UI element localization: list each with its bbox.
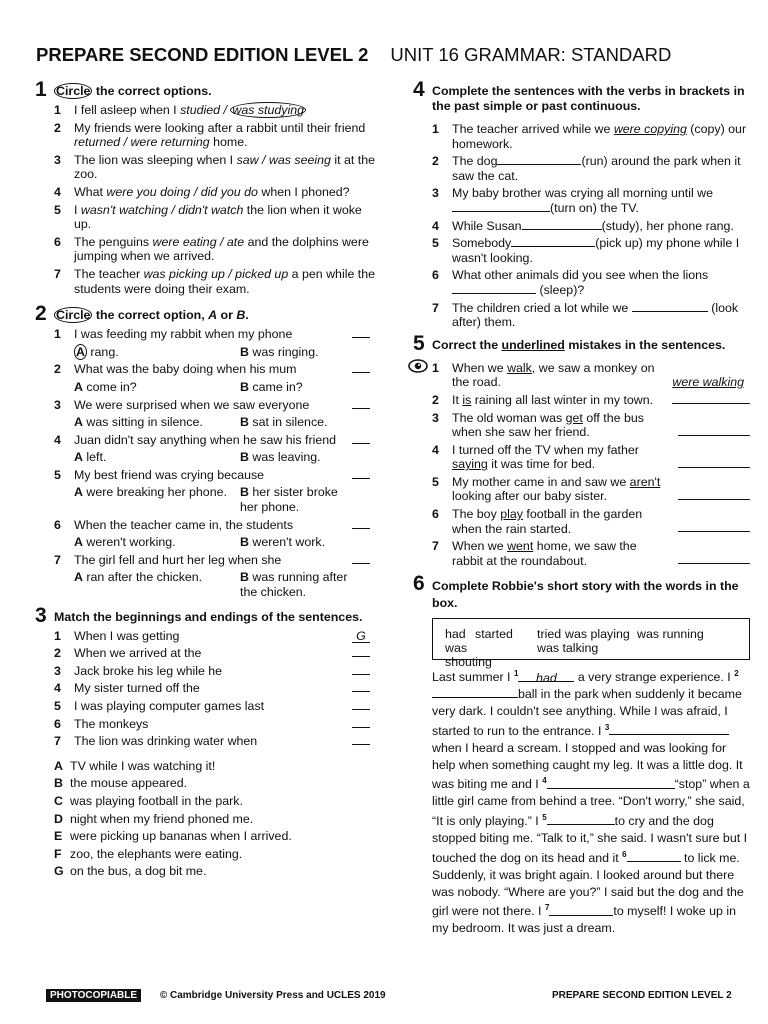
item-number: 5 bbox=[432, 236, 439, 251]
option-letter: B bbox=[240, 415, 249, 430]
option-letter: B bbox=[240, 344, 249, 359]
section-number: 1 bbox=[35, 78, 47, 101]
item-text: The old woman was bbox=[452, 410, 566, 425]
ending-item bbox=[36, 812, 376, 827]
story-part: when I heard a scream. I stopped and was looking for help when something caught my leg. It was a little dog. It was biting me and I bbox=[432, 740, 743, 792]
item-text: Jack broke his leg while he bbox=[74, 663, 223, 678]
item-number: 2 bbox=[54, 120, 61, 135]
instruction: mistakes in the sentences. bbox=[564, 337, 726, 352]
item-text: Somebody bbox=[452, 236, 512, 251]
section-6-heading bbox=[413, 572, 750, 612]
item-text: (run) around the park when it saw the cat. bbox=[452, 154, 741, 183]
list-item bbox=[414, 268, 750, 297]
item-text: The teacher bbox=[74, 266, 144, 281]
ending-letter: C bbox=[54, 793, 63, 808]
answer-blank[interactable] bbox=[678, 457, 750, 468]
section-5 bbox=[413, 331, 750, 569]
answer-blank[interactable] bbox=[352, 734, 370, 745]
answer-filled[interactable]: were copying bbox=[613, 122, 687, 136]
item-text: I fell asleep when I bbox=[74, 103, 181, 117]
ending-item bbox=[36, 794, 376, 809]
list-item bbox=[36, 629, 376, 644]
answer-blank[interactable] bbox=[522, 219, 602, 230]
answer-blank[interactable] bbox=[352, 646, 370, 657]
option-text: wasn't watching / didn't watch bbox=[80, 202, 244, 217]
item-number: 2 bbox=[432, 154, 439, 169]
answer-blank[interactable] bbox=[352, 433, 370, 444]
item-text: (sleep)? bbox=[536, 282, 585, 297]
item-text: Juan didn't say anything when he saw his friend bbox=[74, 432, 337, 447]
answer-blank[interactable]: G bbox=[352, 629, 370, 643]
item-text: The penguins bbox=[74, 234, 153, 249]
underlined-mistake: went bbox=[507, 539, 534, 554]
ending-item bbox=[36, 759, 376, 774]
option-letter: A bbox=[74, 570, 83, 585]
list-item bbox=[36, 267, 376, 296]
item-text: raining all last winter in my town. bbox=[471, 392, 654, 407]
underlined-mistake: walk bbox=[507, 360, 532, 375]
list-item bbox=[36, 717, 376, 732]
option-text: were eating / ate bbox=[152, 234, 245, 249]
list-item bbox=[36, 103, 376, 118]
section-4 bbox=[413, 78, 750, 330]
answer-blank[interactable] bbox=[511, 236, 595, 247]
word-box bbox=[432, 618, 750, 670]
list-item bbox=[414, 411, 750, 440]
list-item bbox=[36, 664, 376, 679]
item-number: 3 bbox=[54, 663, 61, 678]
gap-number: 1 bbox=[513, 669, 519, 679]
item-text: What bbox=[74, 184, 107, 199]
option-letter: A bbox=[74, 450, 83, 465]
item-text: football in the garden when the rain started. bbox=[452, 507, 643, 536]
list-item bbox=[414, 539, 750, 568]
list-item bbox=[36, 699, 376, 714]
item-number: 7 bbox=[432, 300, 439, 315]
item-text: , we saw a monkey on the road. bbox=[452, 360, 655, 390]
gap-number: 5 bbox=[542, 813, 547, 823]
ending-text: TV while I was watching it! bbox=[70, 758, 216, 773]
section-6 bbox=[413, 572, 750, 937]
gap-answer[interactable]: had bbox=[518, 670, 574, 682]
box-word: started bbox=[475, 627, 513, 642]
gap-number: 6 bbox=[622, 849, 627, 859]
section-number: 2 bbox=[35, 302, 47, 326]
options bbox=[36, 450, 376, 465]
story-part: to myself! I woke up in my bedroom. It was just a dream. bbox=[432, 904, 736, 936]
answer-filled[interactable]: were walking bbox=[672, 374, 744, 389]
item-text: and the dolphins were jumping when we arrived. bbox=[74, 234, 369, 264]
answer-blank[interactable] bbox=[352, 699, 370, 710]
item-text: it was time for bed. bbox=[487, 457, 596, 472]
instruction: the correct options. bbox=[95, 84, 212, 98]
question bbox=[36, 362, 376, 377]
option-text: her sister broke her phone. bbox=[240, 485, 338, 515]
item-text: I was playing computer games last bbox=[74, 699, 265, 713]
item-text: (pick up) my phone while I wasn't looking. bbox=[452, 236, 740, 265]
question bbox=[36, 553, 376, 568]
ending-letter: D bbox=[54, 811, 63, 826]
list-item bbox=[414, 122, 750, 151]
gap-blank[interactable] bbox=[627, 850, 681, 862]
item-text: (look after) them. bbox=[452, 300, 739, 330]
item-number: 6 bbox=[54, 234, 61, 249]
ending-letter: B bbox=[54, 776, 63, 791]
answer-blank[interactable] bbox=[678, 425, 750, 436]
gap-blank[interactable] bbox=[549, 904, 613, 916]
item-text: It bbox=[452, 392, 463, 407]
box-word: was bbox=[445, 641, 468, 656]
list-item bbox=[414, 443, 750, 472]
answer-blank[interactable] bbox=[352, 681, 370, 692]
item-number: 3 bbox=[432, 410, 439, 425]
ending-text: were picking up bananas when I arrived. bbox=[70, 829, 292, 844]
story-part: a very strange experience. I bbox=[574, 670, 735, 685]
options bbox=[36, 535, 376, 550]
circle-word: Circle bbox=[56, 84, 91, 98]
photocopiable-badge: PHOTOCOPIABLE bbox=[46, 989, 141, 1002]
box-word: was talking bbox=[537, 641, 599, 656]
item-text: My sister turned off the bbox=[74, 681, 200, 696]
item-number: 2 bbox=[54, 646, 61, 661]
answer-blank[interactable] bbox=[452, 283, 536, 294]
section-3 bbox=[35, 603, 376, 879]
answer-blank[interactable] bbox=[678, 489, 750, 500]
answer-blank[interactable] bbox=[632, 301, 708, 312]
item-number: 3 bbox=[54, 397, 61, 412]
ending-letter: G bbox=[54, 864, 64, 879]
list-item bbox=[414, 475, 750, 504]
circle-word: Circle bbox=[56, 308, 91, 323]
answer-blank[interactable] bbox=[497, 154, 581, 165]
instruction: Correct the bbox=[432, 337, 502, 352]
item-text: My friends were looking after a rabbit until their friend bbox=[74, 120, 366, 135]
option-text: studied / bbox=[180, 103, 231, 117]
answer-blank[interactable] bbox=[352, 518, 370, 529]
list-item bbox=[36, 121, 376, 150]
item-text: What other animals did you see when the lions bbox=[452, 268, 709, 283]
option-letter: B bbox=[240, 450, 249, 465]
gap-number: 4 bbox=[542, 776, 547, 786]
ending-item bbox=[36, 864, 376, 879]
option-text: sat in silence. bbox=[252, 415, 328, 430]
item-text: when I phoned? bbox=[257, 184, 350, 199]
question bbox=[36, 468, 376, 483]
item-text: I turned off the TV when my father bbox=[452, 442, 639, 457]
item-text: The lion was drinking water when bbox=[74, 734, 258, 749]
item-number: 4 bbox=[54, 681, 61, 696]
item-number: 7 bbox=[54, 734, 61, 749]
answer-blank[interactable] bbox=[452, 201, 550, 212]
item-text: home. bbox=[209, 135, 248, 150]
footer-right: PREPARE SECOND EDITION LEVEL 2 bbox=[552, 990, 732, 1001]
item-number: 4 bbox=[54, 432, 61, 447]
item-number: 1 bbox=[54, 628, 61, 643]
option-text: was ringing. bbox=[252, 344, 319, 359]
answer-blank[interactable] bbox=[352, 398, 370, 409]
ending-text: was playing football in the park. bbox=[70, 793, 243, 808]
gap-blank[interactable] bbox=[547, 813, 615, 825]
box-word: shouting bbox=[445, 655, 492, 670]
option-letter: B bbox=[240, 535, 249, 550]
item-text: The dog bbox=[452, 154, 498, 169]
list-item bbox=[36, 203, 376, 232]
item-text: When we bbox=[452, 539, 508, 554]
instruction: the correct option, bbox=[95, 308, 209, 323]
circled-answer: A bbox=[76, 344, 85, 359]
page-header bbox=[36, 44, 671, 66]
circled-answer: was studying bbox=[232, 103, 305, 117]
option-text: was sitting in silence. bbox=[86, 415, 203, 430]
item-number: 1 bbox=[432, 360, 439, 375]
answer-blank[interactable] bbox=[678, 553, 750, 564]
instruction: Complete Robbie's short story with the words in the box. bbox=[432, 579, 739, 611]
answer-blank[interactable] bbox=[352, 664, 370, 675]
item-number: 5 bbox=[432, 474, 439, 489]
option-text: returned / were returning bbox=[74, 135, 210, 150]
item-text: home, we saw the rabbit at the roundabout. bbox=[452, 539, 637, 568]
question bbox=[36, 433, 376, 448]
item-text: (turn on) the TV. bbox=[550, 200, 639, 215]
question bbox=[36, 327, 376, 342]
option-text: was leaving. bbox=[252, 450, 321, 465]
item-number: 5 bbox=[54, 467, 61, 482]
option-letter: A bbox=[74, 535, 83, 550]
ending-letter: E bbox=[54, 829, 63, 844]
option-letter: A bbox=[74, 379, 83, 394]
option-text: ran after the chicken. bbox=[86, 570, 203, 585]
list-item bbox=[36, 646, 376, 661]
answer-blank[interactable] bbox=[352, 327, 370, 338]
story-part: to lick me. Suddenly, it was bright again. I looked around but there was nobody. “Where are you?” I said but the dog and the girl were not there. I bbox=[432, 851, 744, 919]
ending-item bbox=[36, 847, 376, 862]
instruction: . bbox=[245, 308, 249, 323]
option-text: was running after the chicken. bbox=[240, 570, 348, 600]
underlined-mistake: saying bbox=[452, 457, 488, 472]
option-text: were you doing / did you do bbox=[106, 184, 258, 199]
list-item bbox=[414, 236, 750, 265]
item-text: The girl fell and hurt her leg when she bbox=[74, 552, 282, 567]
section-number: 3 bbox=[35, 603, 47, 627]
option-letter: A bbox=[74, 415, 83, 430]
section-1-heading bbox=[35, 78, 376, 101]
item-text: the lion when it woke up. bbox=[74, 202, 362, 232]
item-number: 6 bbox=[54, 517, 61, 532]
instruction: underlined bbox=[501, 337, 565, 352]
option-letter: A bbox=[74, 485, 83, 500]
item-text: My mother came in and saw we bbox=[452, 474, 630, 489]
example-eye-icon bbox=[408, 359, 428, 373]
item-text: I bbox=[74, 202, 81, 217]
item-text: The monkeys bbox=[74, 716, 149, 731]
section-5-heading bbox=[413, 331, 750, 355]
section-number: 4 bbox=[413, 78, 425, 101]
option-text: come in? bbox=[86, 379, 137, 394]
option-text: were breaking her phone. bbox=[86, 485, 227, 500]
section-1 bbox=[35, 78, 376, 296]
item-text: looking after our baby sister. bbox=[452, 489, 607, 504]
options bbox=[36, 415, 376, 430]
item-text: When I was getting bbox=[74, 628, 180, 643]
ending-item bbox=[36, 776, 376, 791]
item-number: 2 bbox=[432, 392, 439, 407]
answer-blank[interactable] bbox=[678, 521, 750, 532]
item-text: We were surprised when we saw everyone bbox=[74, 397, 310, 412]
item-number: 5 bbox=[54, 202, 61, 217]
ending-text: night when my friend phoned me. bbox=[70, 811, 254, 826]
item-text: What was the baby doing when his mum bbox=[74, 362, 297, 377]
list-item bbox=[414, 393, 750, 408]
box-word: tried bbox=[537, 627, 562, 642]
answer-blank[interactable] bbox=[352, 468, 370, 479]
instruction: B bbox=[236, 308, 246, 323]
page-title: PREPARE SECOND EDITION LEVEL 2 bbox=[36, 44, 369, 65]
option-letter: B bbox=[240, 379, 249, 394]
story-part: “stop” when a little girl came from behind a tree. “Don't worry,” she said, “It is only playing.” I bbox=[432, 777, 750, 829]
option-text: was picking up / picked up bbox=[143, 266, 289, 281]
item-number: 2 bbox=[54, 362, 61, 377]
story-text bbox=[414, 666, 750, 937]
ending-item bbox=[36, 829, 376, 844]
list-item bbox=[414, 507, 750, 536]
section-2 bbox=[35, 302, 376, 600]
item-text: When we bbox=[452, 360, 508, 375]
gap-number: 7 bbox=[544, 903, 550, 913]
instruction: Complete the sentences with the verbs in brackets in the past simple or past continuous. bbox=[432, 84, 745, 113]
item-number: 7 bbox=[54, 266, 61, 281]
answer-blank[interactable] bbox=[352, 362, 370, 373]
option-text: came in? bbox=[252, 379, 303, 394]
option-text: weren't working. bbox=[86, 535, 176, 550]
story-part: ball in the park when suddenly it became very dark. I couldn't see anything. While I was afraid, I started to run to the entrance. I bbox=[432, 687, 742, 739]
item-text: While Susan bbox=[452, 218, 522, 233]
list-item bbox=[414, 219, 750, 234]
story-part: Last summer I bbox=[432, 670, 514, 685]
question bbox=[36, 398, 376, 413]
list-item bbox=[414, 361, 750, 390]
item-text: The teacher arrived while we bbox=[452, 122, 614, 136]
list-item bbox=[414, 154, 750, 183]
section-4-heading bbox=[413, 78, 750, 114]
underlined-mistake: aren't bbox=[629, 474, 661, 489]
list-item bbox=[36, 153, 376, 182]
option-letter: B bbox=[240, 485, 249, 500]
item-number: 1 bbox=[54, 103, 61, 117]
instruction: A bbox=[208, 308, 218, 323]
options bbox=[36, 485, 376, 514]
item-number: 4 bbox=[432, 442, 439, 457]
section-number: 6 bbox=[413, 572, 425, 596]
item-text: The children cried a lot while we bbox=[452, 300, 632, 315]
item-number: 6 bbox=[432, 507, 439, 522]
item-text: (copy) our homework. bbox=[452, 122, 747, 151]
option-text: saw / was seeing bbox=[236, 152, 331, 167]
unit-title: UNIT 16 GRAMMAR: STANDARD bbox=[390, 44, 672, 65]
option-text: weren't work. bbox=[252, 535, 326, 550]
item-text: I was feeding my rabbit when my phone bbox=[74, 327, 293, 342]
item-number: 1 bbox=[432, 122, 439, 136]
item-text: My baby brother was crying all morning until we bbox=[452, 186, 714, 201]
item-text: When the teacher came in, the students bbox=[74, 517, 294, 532]
option-letter: B bbox=[240, 570, 249, 585]
section-3-heading bbox=[35, 603, 376, 627]
left-column bbox=[35, 78, 376, 882]
gap-blank[interactable] bbox=[432, 686, 518, 698]
section-2-heading bbox=[35, 302, 376, 326]
list-item bbox=[36, 734, 376, 749]
gap-blank[interactable] bbox=[547, 777, 675, 789]
answer-blank[interactable] bbox=[352, 553, 370, 564]
footer-left bbox=[46, 990, 386, 1001]
options bbox=[36, 380, 376, 395]
item-number: 3 bbox=[54, 152, 61, 167]
item-text: off the bus when she saw her friend. bbox=[452, 410, 644, 440]
option-text: left. bbox=[86, 450, 107, 465]
list-item bbox=[414, 186, 750, 215]
underlined-mistake: is bbox=[462, 392, 472, 407]
answer-blank[interactable] bbox=[672, 393, 750, 404]
item-number: 1 bbox=[54, 327, 61, 342]
ending-text: zoo, the elephants were eating. bbox=[70, 846, 243, 861]
item-number: 3 bbox=[432, 186, 439, 201]
section-number: 5 bbox=[413, 331, 425, 355]
item-number: 4 bbox=[54, 184, 61, 199]
box-word: was running bbox=[637, 627, 704, 642]
item-text: The lion was sleeping when I bbox=[74, 152, 237, 167]
ending-text: the mouse appeared. bbox=[70, 776, 188, 791]
copyright: © Cambridge University Press and UCLES 2019 bbox=[159, 990, 386, 1001]
options bbox=[36, 570, 376, 599]
answer-blank[interactable] bbox=[352, 717, 370, 728]
item-number: 7 bbox=[432, 539, 439, 554]
option-text: rang. bbox=[90, 344, 119, 359]
ending-letter: A bbox=[54, 758, 63, 773]
item-number: 6 bbox=[54, 716, 61, 731]
options bbox=[36, 345, 376, 360]
item-number: 4 bbox=[432, 218, 439, 233]
item-text: When we arrived at the bbox=[74, 646, 202, 661]
gap-number: 3 bbox=[604, 722, 610, 732]
item-text: it at the zoo. bbox=[74, 152, 376, 182]
item-text: a pen while the students were doing their exam. bbox=[74, 266, 376, 296]
item-number: 6 bbox=[432, 268, 439, 283]
gap-blank[interactable] bbox=[609, 723, 729, 735]
list-item bbox=[414, 301, 750, 330]
instruction: or bbox=[217, 308, 237, 323]
item-number: 5 bbox=[54, 699, 61, 713]
instruction: Match the beginnings and endings of the sentences. bbox=[54, 609, 363, 624]
list-item bbox=[36, 185, 376, 200]
right-column bbox=[413, 78, 750, 937]
item-number: 7 bbox=[54, 552, 61, 567]
box-word: was playing bbox=[565, 627, 630, 642]
list-item bbox=[36, 681, 376, 696]
ending-letter: F bbox=[54, 846, 62, 861]
list-item bbox=[36, 235, 376, 264]
gap-number: 2 bbox=[734, 669, 739, 679]
box-word: had bbox=[445, 627, 466, 642]
item-text: The boy bbox=[452, 507, 501, 522]
story-part: to cry and the dog stopped biting me. “Talk to it,” she said. I wasn't sure but I touched the dog on its head and it bbox=[432, 814, 748, 866]
underlined-mistake: get bbox=[565, 410, 583, 425]
item-text: My best friend was crying because bbox=[74, 467, 265, 482]
question bbox=[36, 518, 376, 533]
underlined-mistake: play bbox=[500, 507, 523, 522]
item-text: (study), her phone rang. bbox=[601, 218, 734, 233]
ending-text: on the bus, a dog bit me. bbox=[70, 864, 207, 879]
